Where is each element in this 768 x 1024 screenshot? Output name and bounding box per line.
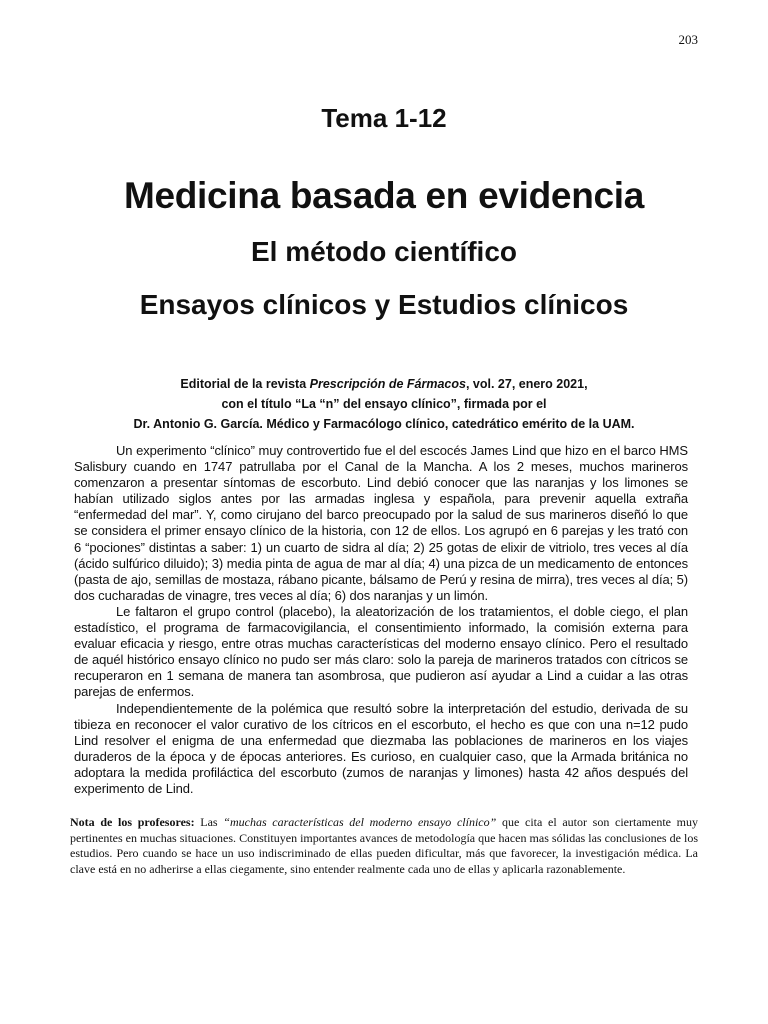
paragraph-3: Independientemente de la polémica que resultó sobre la interpretación del estudio, derivada de su tibieza en reconocer el valor curativo de los cítricos en el escorbuto, el hecho es que con una n=12 pudo Lind resolver el enigma de una enfermedad que diezmaba las poblaciones de marineros en los viajes duraderos de la época y de épocas anteriores. Es curioso, en cualquier caso, que la Armada británica no adoptara la medida profiláctica del escorbuto (zumos de naranjas y limones) hasta 42 años después del experimento de Lind. [74,700,688,796]
subtitle-trials: Ensayos clínicos y Estudios clínicos [139,289,629,320]
editorial-credit [60,374,708,434]
editorial-line-3: Dr. Antonio G. García. Médico y Farmacólogo clínico, catedrático emérito de la UAM. [133,417,635,431]
subtitle-method: El método científico [250,236,518,267]
page-number: 203 [678,32,698,47]
note-text: que cita el autor son ciertamente muy pertinentes en muchas situaciones. Constituyen importantes avances de metodología que hacen mas sólidas las conclusiones de los estudios. Pero cuando se hace un uso indiscriminado de ellas pueden dificultar, más que favorecer, la investigación médica. La clave está en no adherirse a ellas ciegamente, sino entender realmente cada uno de ellas y aplicarla razonablemente. [70,815,698,876]
note-pre: Las [194,815,224,829]
page-title: Medicina basada en evidencia [123,175,645,216]
paragraph-2: Le faltaron el grupo control (placebo), la aleatorización de los tratamientos, el doble ciego, el plan estadístico, el programa de farmacovigilancia, el consentimiento informado, la comisión externa para evaluar eficacia y riesgo, entre otras muchas características del moderno ensayo clínico. Pero el resultado de aquél histórico ensayo clínico no pudo ser más claro: solo la pareja de marineros tratados con cítricos se recuperaron en 1 semana de manera tan asombrosa, que pudieron así ayudar a Lind a cuidar a las otras parejas de enfermos. [74,603,688,700]
editorial-issue: , vol. 27, enero 2021, [465,377,588,391]
editorial-line-2: con el título “La “n” del ensayo clínico”, firmada por el [221,397,547,411]
journal-name: Prescripción de Fármacos [309,377,466,391]
editorial-prefix: Editorial de la revista [180,377,310,391]
paragraph-1: Un experimento “clínico” muy controvertido fue el del escocés James Lind que hizo en el barco HMS Salisbury cuando en 1747 patrullaba por el Canal de la Mancha. A los 2 meses, muchos marineros comenzaron a presentar síntomas de escorbuto. Lind debió conocer que las naranjas y los limones se habían utilizado siglos antes por las armadas inglesa y española, para prevenir aquella extraña “enfermedad del mar”. Y, como cirujano del barco preocupado por la salud de sus marineros diseñó lo que se considera el primer ensayo clínico de la historia, con 12 de ellos. Los agrupó en 6 parejas y les trató con 6 “pociones” distintas a saber: 1) un cuarto de sidra al día; 2) 25 gotas de elixir de vitriolo, tres veces al día (ácido sulfúrico diluido); 3) media pinta de agua de mar al día; 4) una pizca de un medicamento de entonces (pasta de ajo, semillas de mostaza, rábano picante, bálsamo de Perú y resina de mirra), tres veces al día; 5) dos cucharadas de vinagre, tres veces al día; 6) dos naranjas y un limón. [74,443,688,603]
note-label: Nota de los profesores: [70,815,195,829]
chapter-label: Tema 1-12 [321,103,447,133]
editorial-line-1 [60,374,708,394]
professors-note [70,815,698,877]
article-body [74,443,688,797]
note-quote: “muchas características del moderno ensayo clínico” [223,815,497,829]
